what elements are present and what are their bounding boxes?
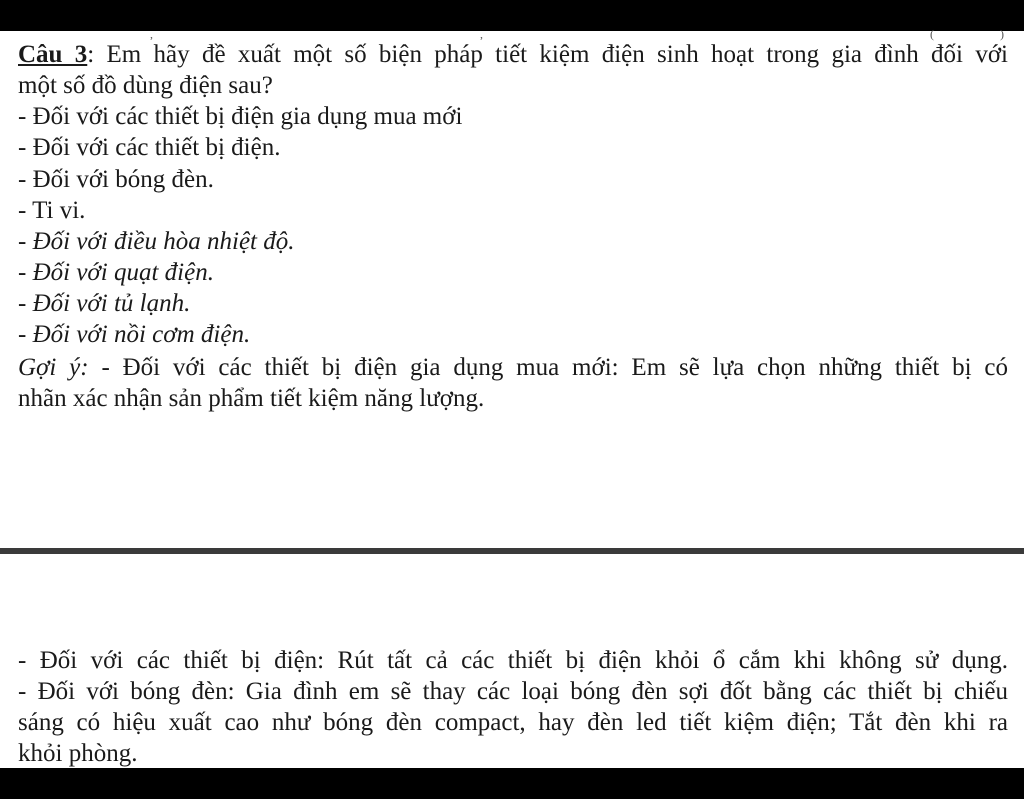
list-item-appliances-new: - Đối với các thiết bị điện gia dụng mua mới: [18, 103, 463, 130]
bottom-black-bar: [0, 768, 1024, 799]
question-line-1: [18, 40, 1008, 70]
question-text-1: : Em hãy đề xuất một số biện pháp tiết kiệm điện sinh hoạt trong gia đình đối với: [87, 41, 1008, 68]
hint-line-1: [18, 353, 1008, 383]
list-item-tv: - Ti vi.: [18, 197, 86, 224]
hint-text-1: - Đối với các thiết bị điện gia dụng mua mới: Em sẽ lựa chọn những thiết bị có: [88, 354, 1009, 381]
cropped-text-fragments: , , ( ): [150, 27, 1004, 41]
list-item-rice-cooker: - Đối với nồi cơm điện.: [18, 321, 251, 348]
answer-line-2: - Đối với bóng đèn: Gia đình em sẽ thay các loại bóng đèn sợi đốt bằng các thiết bị chiếu: [18, 678, 1008, 705]
question-label: Câu 3: [18, 41, 88, 68]
list-item-appliances: - Đối với các thiết bị điện.: [18, 134, 281, 161]
question-line-2: một số đồ dùng điện sau?: [18, 72, 273, 99]
section-divider: [0, 548, 1024, 554]
list-item-electric-fan: - Đối với quạt điện.: [18, 259, 214, 286]
answer-line-1: - Đối với các thiết bị điện: Rút tất cả các thiết bị điện khỏi ổ cắm khi không sử dụng.: [18, 647, 1008, 674]
list-item-light-bulbs: - Đối với bóng đèn.: [18, 166, 214, 193]
answer-line-3: sáng có hiệu xuất cao như bóng đèn compact, hay đèn led tiết kiệm điện; Tắt đèn khi ra: [18, 709, 1008, 736]
hint-label: Gợi ý:: [18, 354, 89, 381]
list-item-refrigerator: - Đối với tủ lạnh.: [18, 290, 191, 317]
answer-line-4: khỏi phòng.: [18, 740, 138, 767]
top-black-bar: [0, 0, 1024, 31]
hint-line-2: nhãn xác nhận sản phẩm tiết kiệm năng lượng.: [18, 385, 485, 412]
list-item-air-conditioner: - Đối với điều hòa nhiệt độ.: [18, 228, 295, 255]
